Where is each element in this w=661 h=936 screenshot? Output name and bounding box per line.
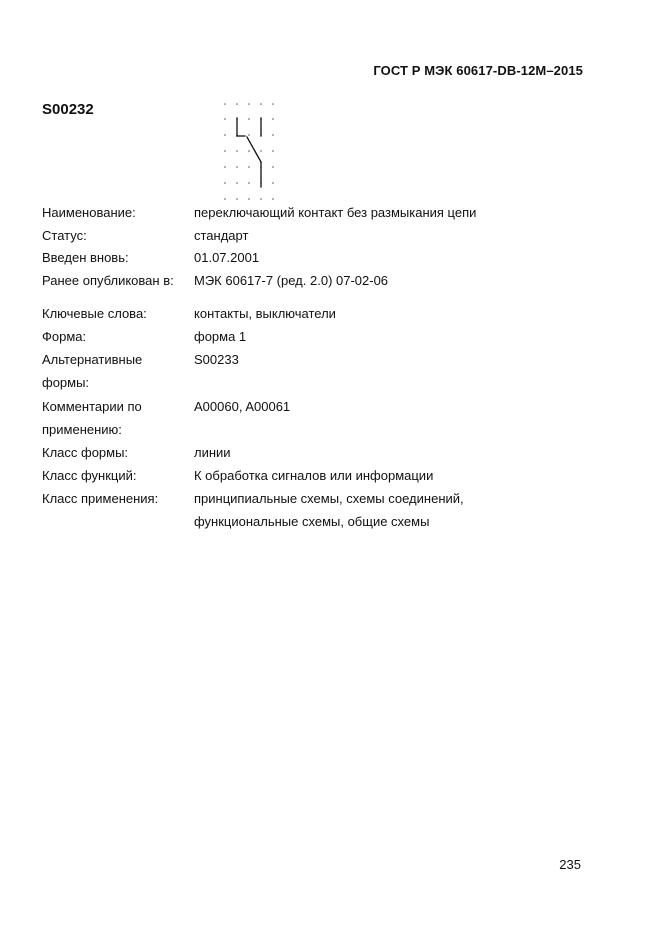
status-label: Статус: bbox=[42, 228, 87, 243]
grid-dot bbox=[224, 166, 226, 168]
form-class-label: Класс формы: bbox=[42, 445, 129, 460]
grid-dot bbox=[236, 166, 238, 168]
introduced-value: 01.07.2001 bbox=[194, 250, 260, 265]
grid-dot bbox=[236, 198, 238, 200]
comments-label-line1: Комментарии по bbox=[42, 399, 142, 414]
grid-dot bbox=[224, 198, 226, 200]
application-class-value-line2: функциональные схемы, общие схемы bbox=[194, 514, 430, 529]
form-label: Форма: bbox=[42, 329, 87, 344]
grid-dot bbox=[248, 134, 250, 136]
document-header: ГОСТ Р МЭК 60617-DB-12M–2015 bbox=[373, 63, 583, 78]
grid-dot bbox=[272, 166, 274, 168]
grid-dot bbox=[260, 198, 262, 200]
grid-dot bbox=[248, 118, 250, 120]
comments-label-line2: применению: bbox=[42, 422, 122, 437]
comments-value: A00060, A00061 bbox=[194, 399, 291, 414]
function-class-label: Класс функций: bbox=[42, 468, 137, 483]
grid-dot bbox=[248, 103, 250, 105]
grid-dot bbox=[224, 182, 226, 184]
grid-dot bbox=[272, 182, 274, 184]
alt-forms-label-line2: формы: bbox=[42, 375, 90, 390]
published-label: Ранее опубликован в: bbox=[42, 273, 174, 288]
alt-forms-label-line1: Альтернативные bbox=[42, 352, 143, 367]
grid-dot bbox=[248, 166, 250, 168]
grid-dot bbox=[248, 198, 250, 200]
grid-dot bbox=[224, 118, 226, 120]
grid-dot bbox=[272, 118, 274, 120]
application-class-label: Класс применения: bbox=[42, 491, 159, 506]
switch-blade-line bbox=[247, 137, 261, 162]
alt-forms-value: S00233 bbox=[194, 352, 239, 367]
grid-dot bbox=[248, 182, 250, 184]
grid-dot bbox=[236, 182, 238, 184]
name-label: Наименование: bbox=[42, 205, 136, 220]
grid-dot bbox=[260, 150, 262, 152]
changeover-contact-symbol-icon bbox=[217, 98, 287, 204]
symbol-code: S00232 bbox=[42, 101, 94, 118]
grid-dot bbox=[272, 150, 274, 152]
grid-dot bbox=[260, 103, 262, 105]
keywords-value: контакты, выключатели bbox=[194, 306, 336, 321]
grid-dot bbox=[272, 198, 274, 200]
keywords-label: Ключевые слова: bbox=[42, 306, 147, 321]
function-class-value: К обработка сигналов или информации bbox=[194, 468, 434, 483]
page-number: 235 bbox=[559, 857, 581, 872]
grid-dot bbox=[224, 103, 226, 105]
grid-dot bbox=[272, 103, 274, 105]
grid-dot bbox=[236, 103, 238, 105]
grid-dots bbox=[224, 103, 274, 200]
status-value: стандарт bbox=[194, 228, 249, 243]
grid-dot bbox=[248, 150, 250, 152]
published-value: МЭК 60617-7 (ред. 2.0) 07-02-06 bbox=[194, 273, 389, 288]
application-class-value-line1: принципиальные схемы, схемы соединений, bbox=[194, 491, 464, 506]
grid-dot bbox=[224, 134, 226, 136]
name-value: переключающий контакт без размыкания цепи bbox=[194, 205, 477, 220]
form-class-value: линии bbox=[194, 445, 231, 460]
grid-dot bbox=[236, 150, 238, 152]
introduced-label: Введен вновь: bbox=[42, 250, 129, 265]
grid-dot bbox=[224, 150, 226, 152]
form-value: форма 1 bbox=[194, 329, 247, 344]
grid-dot bbox=[272, 134, 274, 136]
